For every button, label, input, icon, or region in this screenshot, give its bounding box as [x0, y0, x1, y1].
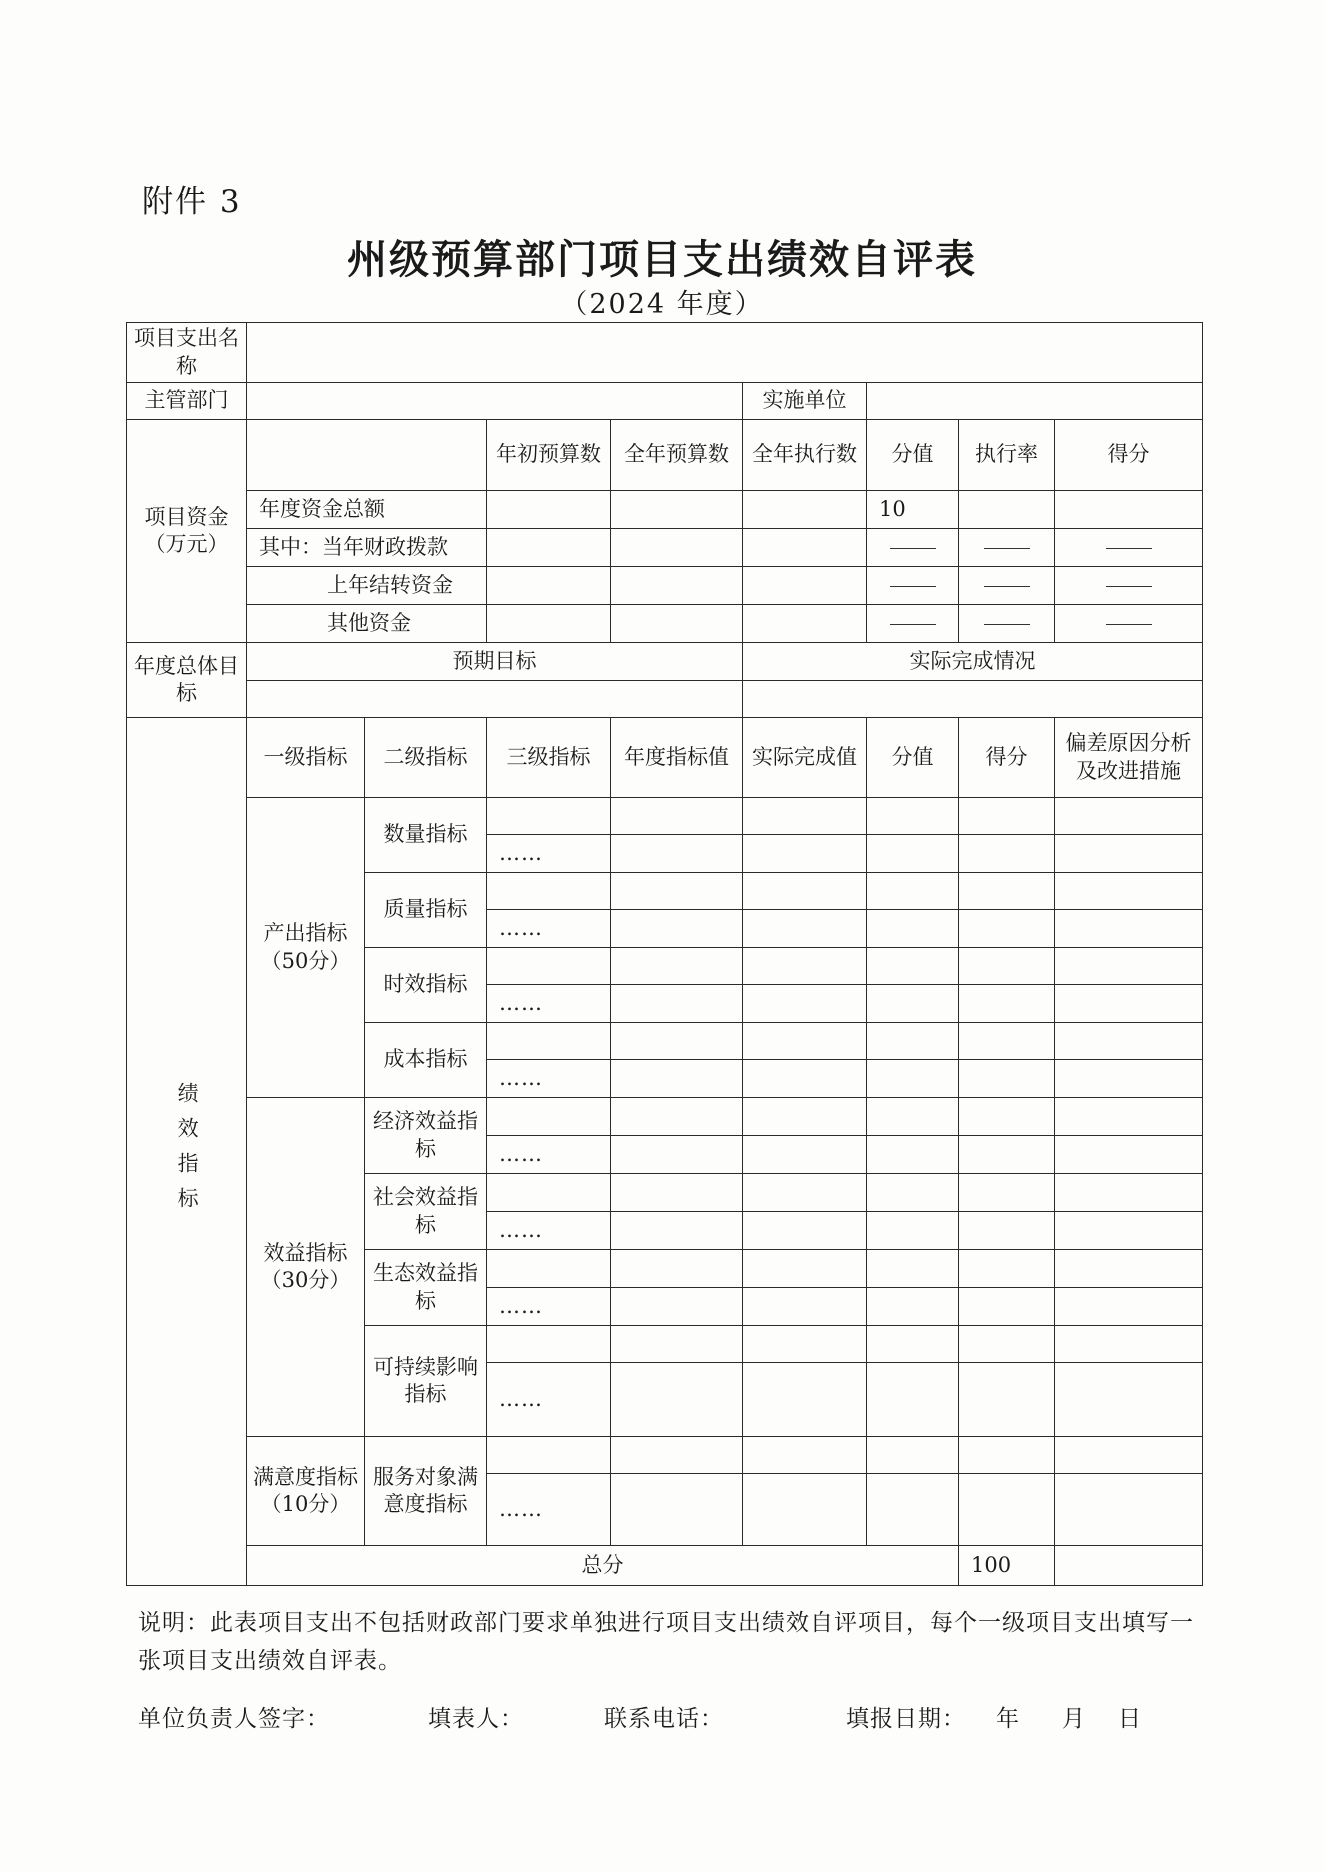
funds-row-total-label: 年度资金总额 — [247, 491, 487, 529]
total-score: 100 — [959, 1546, 1055, 1586]
form-subtitle: （2024 年度） — [560, 289, 764, 320]
signature-date-label: 填报日期： — [846, 1706, 966, 1732]
level1-output: 产出指标（50分） — [247, 798, 365, 1098]
ind-header-actual: 实际完成值 — [743, 718, 867, 798]
total-label: 总分 — [247, 1546, 959, 1586]
dash-cell — [867, 567, 959, 605]
explanation-note: 说明：此表项目支出不包括财政部门要求单独进行项目支出绩效自评项目，每个一级项目支出填写一张项目支出绩效自评表。 — [138, 1610, 1194, 1674]
ind-header-deviation: 偏差原因分析及改进措施 — [1055, 718, 1203, 798]
level3-placeholder: …… — [487, 985, 611, 1023]
dash-cell — [959, 529, 1055, 567]
impl-label: 实施单位 — [743, 383, 867, 420]
funds-header-annual: 全年预算数 — [611, 420, 743, 491]
funds-row-carryover-label: 上年结转资金 — [247, 567, 487, 605]
impl-value — [867, 383, 1203, 420]
ind-header-level1: 一级指标 — [247, 718, 365, 798]
ind-header-level3: 三级指标 — [487, 718, 611, 798]
signature-filler-label: 填表人： — [428, 1706, 524, 1732]
dash-cell — [1055, 567, 1203, 605]
dash-cell — [1055, 605, 1203, 643]
funds-header-score-value: 分值 — [867, 420, 959, 491]
goal-actual-value — [743, 681, 1203, 718]
signature-month: 月 — [1062, 1706, 1086, 1732]
evaluation-table — [126, 322, 1203, 1586]
level3-placeholder: …… — [487, 1288, 611, 1326]
level2-economic: 经济效益指标 — [365, 1098, 487, 1174]
dash-cell — [959, 605, 1055, 643]
ind-header-score: 得分 — [959, 718, 1055, 798]
level2-service-satisfaction: 服务对象满意度指标 — [365, 1437, 487, 1546]
level2-quantity: 数量指标 — [365, 798, 487, 873]
indicators-section-label: 绩效指标 — [127, 718, 247, 1586]
ind-header-score-value: 分值 — [867, 718, 959, 798]
ind-header-target: 年度指标值 — [611, 718, 743, 798]
signature-phone-label: 联系电话： — [604, 1706, 724, 1732]
signature-day: 日 — [1118, 1706, 1142, 1732]
level3-placeholder: …… — [487, 1212, 611, 1250]
goal-expected-value — [247, 681, 743, 718]
ind-header-level2: 二级指标 — [365, 718, 487, 798]
level3-placeholder: …… — [487, 1136, 611, 1174]
funds-header-initial: 年初预算数 — [487, 420, 611, 491]
dash-cell — [959, 567, 1055, 605]
funds-header-exec-rate: 执行率 — [959, 420, 1055, 491]
project-name-label: 项目支出名称 — [127, 323, 247, 383]
funds-row-current-label: 其中：当年财政拨款 — [247, 529, 487, 567]
level2-sustainable: 可持续影响指标 — [365, 1326, 487, 1437]
level3-placeholder: …… — [487, 835, 611, 873]
funds-row-total-score: 10 — [867, 491, 959, 529]
level1-satisfaction: 满意度指标（10分） — [247, 1437, 365, 1546]
form-title: 州级预算部门项目支出绩效自评表 — [347, 236, 977, 283]
project-name-value — [247, 323, 1203, 383]
funds-header-executed: 全年执行数 — [743, 420, 867, 491]
dept-value — [247, 383, 743, 420]
level3-placeholder: …… — [487, 1474, 611, 1546]
level3-placeholder: …… — [487, 1060, 611, 1098]
level2-timeliness: 时效指标 — [365, 948, 487, 1023]
funds-header-score: 得分 — [1055, 420, 1203, 491]
dash-cell — [867, 529, 959, 567]
level1-benefit: 效益指标（30分） — [247, 1098, 365, 1437]
goal-actual-header: 实际完成情况 — [743, 643, 1203, 681]
funds-header-blank — [247, 420, 487, 491]
level2-social: 社会效益指标 — [365, 1174, 487, 1250]
funds-section-label: 项目资金（万元） — [127, 420, 247, 643]
level2-cost: 成本指标 — [365, 1023, 487, 1098]
signature-leader-label: 单位负责人签字： — [138, 1706, 330, 1732]
dash-cell — [867, 605, 959, 643]
funds-row-other-label: 其他资金 — [247, 605, 487, 643]
level2-ecological: 生态效益指标 — [365, 1250, 487, 1326]
dept-label: 主管部门 — [127, 383, 247, 420]
level2-quality: 质量指标 — [365, 873, 487, 948]
level3-placeholder: …… — [487, 1363, 611, 1437]
dash-cell — [1055, 529, 1203, 567]
goal-expected-header: 预期目标 — [247, 643, 743, 681]
level3-placeholder: …… — [487, 910, 611, 948]
goal-label: 年度总体目标 — [127, 643, 247, 718]
signature-year: 年 — [996, 1706, 1020, 1732]
annex-label: 附件 3 — [142, 184, 242, 220]
